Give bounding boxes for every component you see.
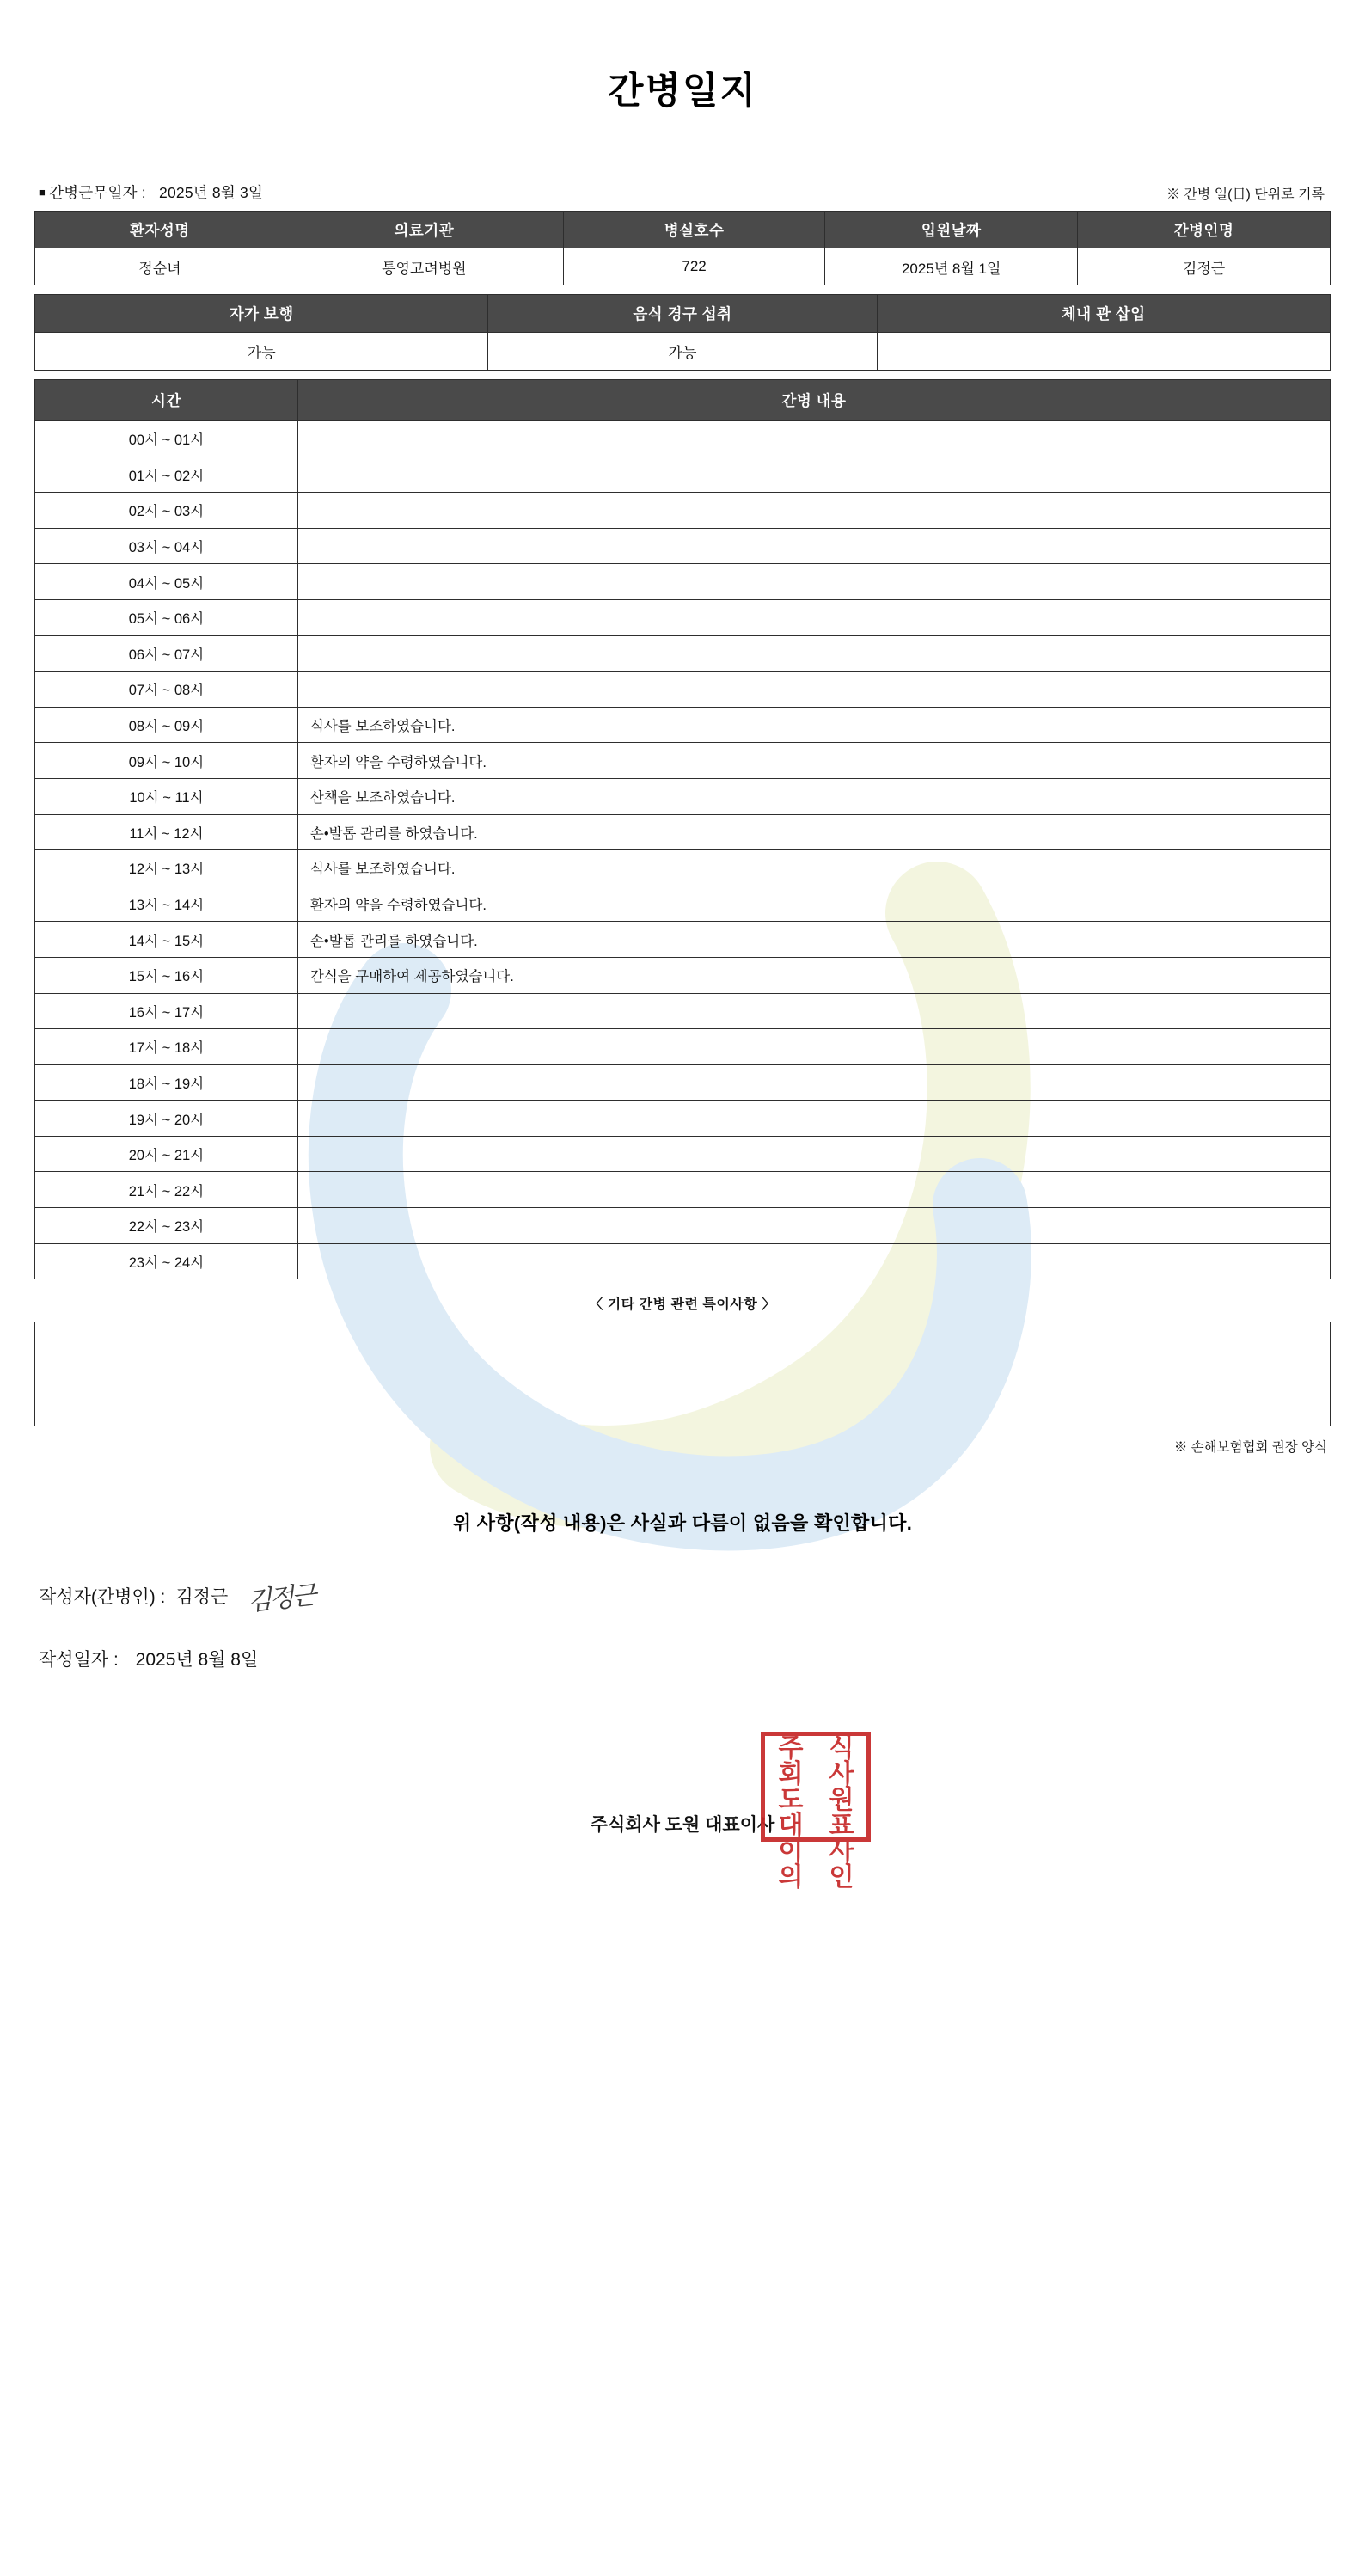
value-admission-date: 2025년 8월 1일 — [825, 248, 1078, 285]
written-date-label: 작성일자 : — [39, 1650, 119, 1671]
log-time-cell: 20시 ~ 21시 — [35, 1136, 298, 1172]
table-row — [35, 886, 1331, 922]
table-row — [35, 814, 1331, 850]
confirmation-text: 위 사항(작성 내용)은 사실과 다름이 없음을 확인합니다. — [452, 1512, 913, 1535]
handwritten-signature: 김정근 — [245, 1580, 316, 1618]
log-content-cell[interactable] — [297, 1101, 1330, 1137]
log-content-cell[interactable]: 손•발톱 관리를 하였습니다. — [297, 814, 1330, 850]
log-time-cell: 07시 ~ 08시 — [35, 672, 298, 708]
log-content-cell[interactable] — [297, 1136, 1330, 1172]
log-time-cell: 14시 ~ 15시 — [35, 922, 298, 958]
log-time-cell: 12시 ~ 13시 — [35, 850, 298, 886]
stamp-character: 회 — [778, 1760, 803, 1789]
log-time-cell: 16시 ~ 17시 — [35, 993, 298, 1029]
table-row — [35, 248, 1331, 285]
table-header-row — [35, 295, 1331, 333]
stamp-character: 의 — [778, 1863, 803, 1892]
log-time-cell: 17시 ~ 18시 — [35, 1029, 298, 1065]
log-content-cell[interactable] — [297, 672, 1330, 708]
bullet-square-icon: ■ — [39, 186, 46, 199]
table-row — [35, 1101, 1331, 1137]
table-row — [35, 993, 1331, 1029]
log-content-cell[interactable] — [297, 1172, 1330, 1208]
work-date-value: 2025년 8월 3일 — [159, 184, 264, 201]
hourly-log-body — [35, 421, 1331, 1279]
hourly-log-table — [34, 379, 1331, 1279]
work-date-label: 간병근무일자 — [49, 184, 138, 201]
log-time-cell: 01시 ~ 02시 — [35, 457, 298, 493]
log-content-cell[interactable]: 환자의 약을 수령하였습니다. — [297, 743, 1330, 779]
table-row — [35, 1136, 1331, 1172]
col-hospital: 의료기관 — [285, 212, 563, 248]
table-row — [35, 1172, 1331, 1208]
log-time-cell: 15시 ~ 16시 — [35, 957, 298, 993]
work-date-block — [39, 181, 263, 203]
table-row — [35, 564, 1331, 600]
log-time-cell: 02시 ~ 03시 — [35, 493, 298, 529]
log-time-cell: 03시 ~ 04시 — [35, 528, 298, 564]
work-date-separator: : — [141, 184, 146, 201]
table-row — [35, 743, 1331, 779]
care-condition-table — [34, 294, 1331, 371]
log-content-cell[interactable]: 식사를 보조하였습니다. — [297, 850, 1330, 886]
col-admission-date: 입원날짜 — [825, 212, 1078, 248]
log-time-cell: 11시 ~ 12시 — [35, 814, 298, 850]
value-patient-name: 정순녀 — [35, 248, 285, 285]
value-oral-intake: 가능 — [488, 333, 877, 371]
table-row — [35, 457, 1331, 493]
author-row — [34, 1577, 1331, 1618]
log-content-cell[interactable]: 환자의 약을 수령하였습니다. — [297, 886, 1330, 922]
company-block — [34, 1732, 1331, 1895]
log-content-cell[interactable] — [297, 635, 1330, 672]
stamp-character: 표 — [829, 1812, 854, 1841]
log-content-cell[interactable] — [297, 421, 1330, 457]
page-title: 간병일지 — [607, 71, 758, 112]
notes-box[interactable] — [34, 1322, 1331, 1426]
log-content-cell[interactable] — [297, 528, 1330, 564]
table-row — [35, 1064, 1331, 1101]
table-row — [35, 421, 1331, 457]
value-hospital: 통영고려병원 — [285, 248, 563, 285]
table-header-row — [35, 212, 1331, 248]
value-tube-insertion — [877, 333, 1330, 371]
value-room-number: 722 — [563, 248, 824, 285]
table-row — [35, 528, 1331, 564]
stamp-character: 사 — [829, 1760, 854, 1789]
log-content-cell[interactable] — [297, 457, 1330, 493]
log-time-cell: 06시 ~ 07시 — [35, 635, 298, 672]
table-row — [35, 957, 1331, 993]
log-content-cell[interactable]: 간식을 구매하여 제공하였습니다. — [297, 957, 1330, 993]
unit-note: ※ 간병 일(日) 단위로 기록 — [1166, 187, 1325, 202]
written-date-value: 2025년 8월 8일 — [135, 1650, 259, 1671]
col-time: 시간 — [35, 380, 298, 421]
value-self-walking: 가능 — [35, 333, 488, 371]
table-row — [35, 672, 1331, 708]
stamp-character: 주 — [778, 1734, 803, 1763]
col-caregiver-name: 간병인명 — [1078, 212, 1331, 248]
log-time-cell: 04시 ~ 05시 — [35, 564, 298, 600]
col-oral-intake: 음식 경구 섭취 — [488, 295, 877, 333]
log-time-cell: 08시 ~ 09시 — [35, 707, 298, 743]
table-row — [35, 1029, 1331, 1065]
company-seal-stamp — [761, 1732, 871, 1892]
table-header-row — [35, 380, 1331, 421]
association-note: ※ 손해보험협회 권장 양식 — [1173, 1440, 1327, 1456]
table-row — [35, 493, 1331, 529]
document-page — [0, 62, 1365, 1895]
notes-label: 〈 기타 간병 관련 특이사항 〉 — [589, 1297, 776, 1313]
stamp-character: 원 — [829, 1786, 854, 1815]
patient-info-table — [34, 211, 1331, 285]
log-content-cell[interactable] — [297, 599, 1330, 635]
table-row — [35, 599, 1331, 635]
table-row — [35, 1243, 1331, 1279]
work-date-row — [34, 181, 1331, 203]
log-content-cell[interactable]: 산책을 보조하였습니다. — [297, 778, 1330, 814]
author-label: 작성자(간병인) : — [39, 1587, 166, 1608]
log-time-cell: 21시 ~ 22시 — [35, 1172, 298, 1208]
stamp-character: 이 — [778, 1837, 803, 1867]
log-time-cell: 22시 ~ 23시 — [35, 1208, 298, 1244]
log-time-cell: 18시 ~ 19시 — [35, 1064, 298, 1101]
stamp-character: 대 — [778, 1812, 803, 1841]
company-name: 주식회사 도원 대표이사 — [590, 1815, 775, 1836]
log-content-cell[interactable] — [297, 1243, 1330, 1279]
table-row — [35, 635, 1331, 672]
log-content-cell[interactable]: 식사를 보조하였습니다. — [297, 707, 1330, 743]
log-content-cell[interactable]: 손•발톱 관리를 하였습니다. — [297, 922, 1330, 958]
log-time-cell: 05시 ~ 06시 — [35, 599, 298, 635]
col-room-number: 병실호수 — [563, 212, 824, 248]
log-content-cell[interactable] — [297, 1208, 1330, 1244]
col-tube-insertion: 체내 관 삽입 — [877, 295, 1330, 333]
col-patient-name: 환자성명 — [35, 212, 285, 248]
col-care-content: 간병 내용 — [297, 380, 1330, 421]
table-row — [35, 333, 1331, 371]
table-row — [35, 707, 1331, 743]
log-content-cell[interactable] — [297, 993, 1330, 1029]
log-time-cell: 13시 ~ 14시 — [35, 886, 298, 922]
log-content-cell[interactable] — [297, 493, 1330, 529]
log-time-cell: 10시 ~ 11시 — [35, 778, 298, 814]
value-caregiver-name: 김정근 — [1078, 248, 1331, 285]
author-value: 김정근 — [175, 1587, 229, 1608]
log-time-cell: 23시 ~ 24시 — [35, 1243, 298, 1279]
log-content-cell[interactable] — [297, 564, 1330, 600]
log-time-cell: 00시 ~ 01시 — [35, 421, 298, 457]
stamp-character: 식 — [829, 1734, 854, 1763]
stamp-character: 인 — [829, 1863, 854, 1892]
stamp-character: 사 — [829, 1837, 854, 1867]
table-row — [35, 778, 1331, 814]
table-row — [35, 850, 1331, 886]
log-content-cell[interactable] — [297, 1064, 1330, 1101]
table-row — [35, 1208, 1331, 1244]
written-date-row — [34, 1646, 1331, 1671]
stamp-character: 도 — [778, 1786, 803, 1815]
col-self-walking: 자가 보행 — [35, 295, 488, 333]
table-row — [35, 922, 1331, 958]
log-time-cell: 09시 ~ 10시 — [35, 743, 298, 779]
log-content-cell[interactable] — [297, 1029, 1330, 1065]
log-time-cell: 19시 ~ 20시 — [35, 1101, 298, 1137]
